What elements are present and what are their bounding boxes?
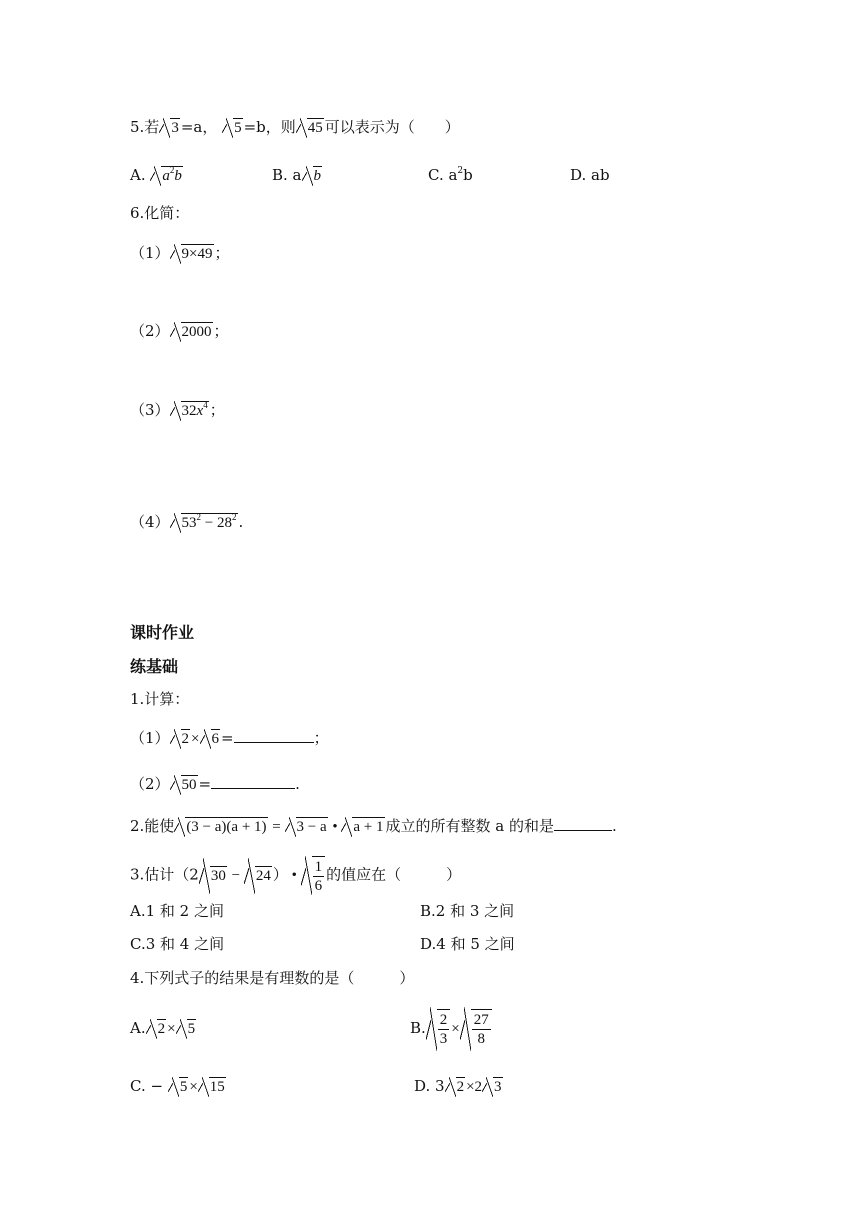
question-5 — [130, 117, 460, 138]
sqrt-53sq-minus-28sq: $53^2 - 28^2$ — [170, 513, 238, 533]
q5-option-b: B. a b — [272, 166, 322, 184]
sqrt-a-plus-1: a + 1 — [341, 817, 384, 837]
hw4-option-c: C. − 5 × 15 — [130, 1077, 225, 1095]
q6-item-4: （4） $53^2 - 28^2$ . — [130, 512, 244, 531]
q5-suffix: 可以表示为（ ） — [324, 118, 460, 136]
sqrt-two-thirds: $\frac{2}{3}$ — [426, 1007, 451, 1051]
sqrt-2: 2 — [170, 729, 191, 749]
sqrt-b: b — [302, 166, 323, 186]
sqrt-product: (3 − a)(a + 1) — [174, 817, 267, 837]
sqrt-2: 2 — [146, 1019, 167, 1039]
hw3-option-b: B.2 和 3 之间 — [420, 902, 515, 920]
answer-blank[interactable] — [211, 774, 295, 789]
hw4-option-a: A. 2 × 5 — [130, 1019, 196, 1037]
sqrt-30: 30 — [199, 858, 227, 894]
heading-basics: 练基础 — [130, 657, 179, 676]
sqrt-5: 5 — [176, 1019, 197, 1039]
sqrt-3: 3 — [159, 118, 180, 138]
hw1-item-2: （2） 50 = . — [130, 775, 300, 793]
sqrt-45: 45 — [296, 118, 324, 138]
answer-blank[interactable] — [234, 728, 314, 743]
sqrt-27-eighths: $\frac{27}{8}$ — [460, 1007, 492, 1051]
answer-blank[interactable] — [554, 816, 612, 831]
question-6-title: 6.化简： — [130, 204, 190, 222]
hw1-item-1: （1） 2 × 6 = ； — [130, 729, 329, 747]
hw3-option-c: C.3 和 4 之间 — [130, 935, 225, 953]
heading-homework: 课时作业 — [130, 623, 195, 642]
sqrt-15: 15 — [198, 1077, 226, 1097]
q5-eq-a: =a， — [180, 118, 218, 136]
q5-option-d: D. ab — [570, 166, 610, 184]
sqrt-6: 6 — [200, 729, 221, 749]
sqrt-one-sixth: $\frac{1}{6}$ — [301, 856, 326, 895]
q5-prefix: 5.若 — [130, 118, 160, 136]
q6-item-2: （2） 2000 ； — [130, 322, 229, 340]
q5-option-c: C. $a^2b$ — [428, 166, 473, 184]
sqrt-2000: 2000 — [170, 322, 213, 342]
hw4-option-d: D. 3 2 ×2 3 — [414, 1077, 502, 1095]
hw-question-3: 3.估计（2 30 − 24 ） • $\frac{1}{6}$ 的值应在（ ） — [130, 856, 461, 895]
sqrt-5: 5 — [168, 1077, 189, 1097]
hw4-option-b: B. $\frac{2}{3}$ × $\frac{27}{8}$ — [410, 1006, 493, 1051]
q5-option-a: A. $a^2b$ — [130, 165, 182, 184]
q6-item-1: （1） 9×49 ； — [130, 244, 230, 262]
sqrt-32x4: $32x^4$ — [170, 401, 209, 421]
hw-question-2: 2.能使 (3 − a)(a + 1) = 3 − a • a + 1 成立的所有整数 a 的和是 . — [130, 817, 617, 835]
sqrt-a2b: $a^2b$ — [150, 166, 183, 186]
q6-item-3: （3） $32x^4$ ； — [130, 400, 225, 419]
q5-eq-b: =b，则 — [243, 118, 296, 136]
hw3-option-d: D.4 和 5 之间 — [420, 935, 515, 953]
hw-question-1-title: 1.计算： — [130, 690, 190, 708]
sqrt-3-minus-a: 3 − a — [285, 817, 328, 837]
hw-question-4-title: 4.下列式子的结果是有理数的是（ ） — [130, 969, 415, 987]
hw3-option-a: A.1 和 2 之间 — [130, 902, 224, 920]
sqrt-24: 24 — [244, 858, 272, 894]
sqrt-3: 3 — [482, 1077, 503, 1097]
sqrt-50: 50 — [170, 775, 198, 795]
sqrt-5: 5 — [222, 118, 243, 138]
sqrt-2: 2 — [445, 1077, 466, 1097]
sqrt-9x49: 9×49 — [170, 244, 214, 264]
